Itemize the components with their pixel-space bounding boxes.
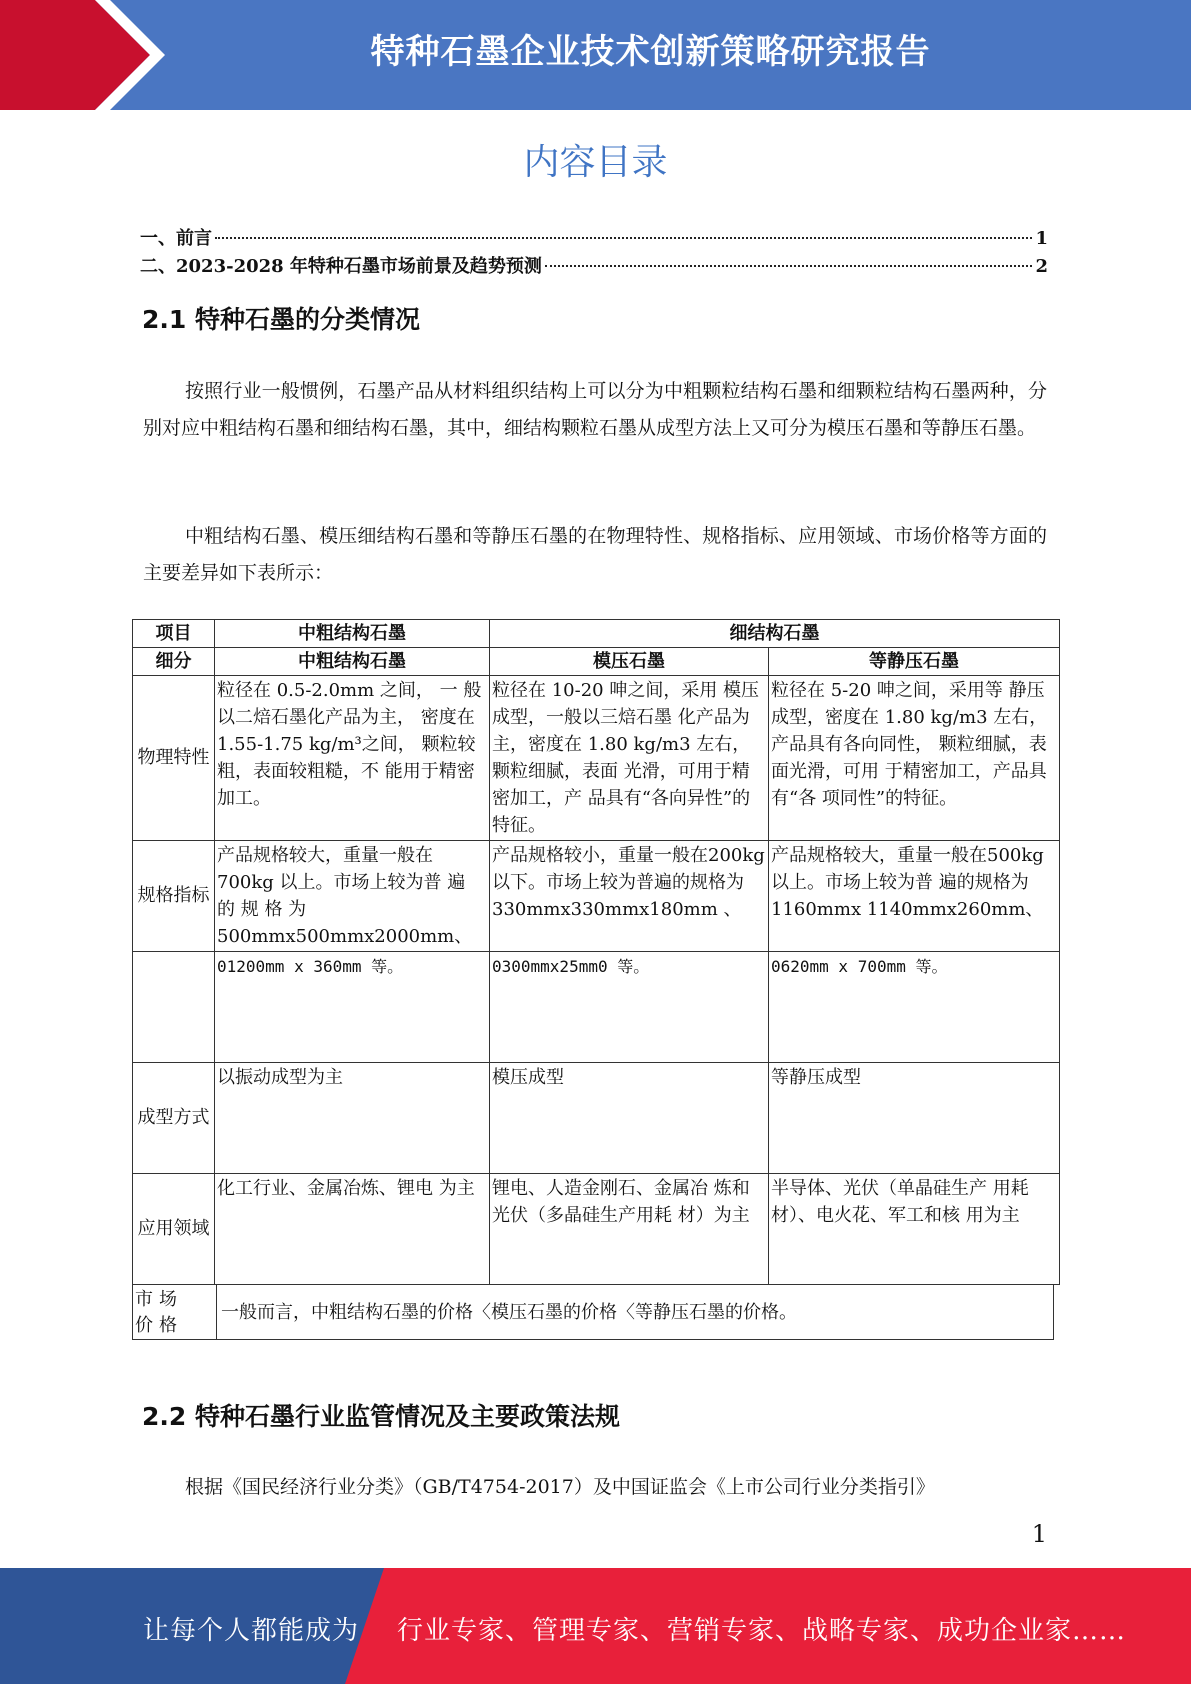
table-cell: 0300mmx25mm0 等。 [490,952,769,1063]
row-label: 规格指标 [133,841,215,952]
toc-leader-dots [215,237,1032,239]
table-header-cell: 细结构石墨 [490,620,1060,648]
table-header-cell: 细分 [133,648,215,676]
table-row [133,1063,1060,1174]
table-cell: 锂电、人造金刚石、金属冶 炼和光伏（多晶硅生产用耗 材）为主 [490,1174,769,1285]
table-header-row [133,648,1060,676]
table-row [133,1174,1060,1285]
toc-item-label: 二、2023-2028 年特种石墨市场前景及趋势预测 [140,256,542,277]
table-cell: 以振动成型为主 [215,1063,490,1174]
footer-banner [0,1568,1191,1684]
table-cell: 半导体、光伏（单晶硅生产 用耗材）、电火花、军工和核 用为主 [769,1174,1060,1285]
table-header-cell: 中粗结构石墨 [215,648,490,676]
toc-leader-dots [545,265,1033,267]
toc-item-page: 1 [1035,228,1048,249]
row-label-empty [133,952,215,1063]
paragraph: 按照行业一般惯例，石墨产品从材料组织结构上可以分为中粗颗粒结构石墨和细颗粒结构石墨两种，分别对应中粗结构石墨和细结构石墨，其中，细结构颗粒石墨从成型方法上又可分为模压石墨和等静压石墨。 [143,380,1047,439]
table-cell: 粒径在 10-20 呻之间，采用 模压成型，一般以三焙石墨 化产品为主，密度在 1.80 kg/m3 左右，颗粒细腻，表面 光滑，可用于精密加工，产 品具有“各向异性”的特征。 [490,676,769,841]
toc-item-page: 2 [1035,256,1048,277]
row-label: 物理特性 [133,676,215,841]
table-cell: 化工行业、金属冶炼、锂电 为主 [215,1174,490,1285]
page-number: 1 [1031,1520,1047,1548]
toc-item-market-forecast[interactable] [140,252,1048,280]
table-cell: 模压成型 [490,1063,769,1174]
paragraph: 中粗结构石墨、模压细结构石墨和等静压石墨的在物理特性、规格指标、应用领域、市场价格等方面的主要差异如下表所示： [143,525,1047,584]
table-row [133,952,1060,1063]
toc-heading: 内容目录 [523,142,668,183]
header-banner [0,0,1191,110]
market-price-row [132,1284,1054,1340]
table-cell: 一般而言，中粗结构石墨的价格〈模压石墨的价格〈等静压石墨的价格。 [221,1302,797,1323]
report-title: 特种石墨企业技术创新策略研究报告 [370,32,931,72]
table-row [133,841,1060,952]
section-heading-2-2: 2.2 特种石墨行业监管情况及主要政策法规 [142,1402,620,1431]
table-cell: 01200mm x 360mm 等。 [215,952,490,1063]
table-header-cell: 模压石墨 [490,648,769,676]
table-header-cell: 项目 [133,620,215,648]
table-header-cell: 中粗结构石墨 [215,620,490,648]
graphite-comparison-table [132,619,1060,1285]
toc-item-label: 一、前言 [140,228,212,249]
table-cell: 产品规格较大，重量一般在500kg 以上。市场上较为普 遍的规格为 1160mmx 1140mmx260mm、 [769,841,1060,952]
toc-item-preface[interactable] [140,224,1048,252]
table-cell: 产品规格较大，重量一般在700kg 以上。市场上较为普 遍 的 规 格 为 500mmx500mmx2000mm、 [215,841,490,952]
footer-slogan-right: 行业专家、管理专家、营销专家、战略专家、成功企业家…… [397,1616,1127,1646]
paragraph: 根据《国民经济行业分类》（GB/T4754-2017）及中国证监会《上市公司行业分类指引》 [185,1476,935,1498]
table-of-contents [140,224,1048,280]
table-cell: 等静压成型 [769,1063,1060,1174]
table-cell: 粒径在 5-20 呻之间，采用等 静压成型，密度在 1.80 kg/m3 左右，产品具有各向同性， 颗粒细腻，表面光滑，可用 于精密加工，产品具有“各 项同性”的特征。 [769,676,1060,841]
row-label: 应用领域 [133,1174,215,1285]
table-cell: 产品规格较小，重量一般在200kg 以下。市场上较为普遍的规格为 330mmx330mmx180mm 、 [490,841,769,952]
table-row [133,676,1060,841]
table-header-row [133,620,1060,648]
footer-slogan-left: 让每个人都能成为 [143,1616,360,1646]
row-label: 市场 价格 [133,1285,217,1339]
row-label: 成型方式 [133,1063,215,1174]
section-heading-2-1: 2.1 特种石墨的分类情况 [142,305,420,334]
table-header-cell: 等静压石墨 [769,648,1060,676]
table-cell: 0620mm x 700mm 等。 [769,952,1060,1063]
table-cell: 粒径在 0.5-2.0mm 之间， 一 般以二焙石墨化产品为主， 密度在 1.55-1.75 kg/m³之间， 颗粒较粗，表面较粗糙，不 能用于精密加工。 [215,676,490,841]
